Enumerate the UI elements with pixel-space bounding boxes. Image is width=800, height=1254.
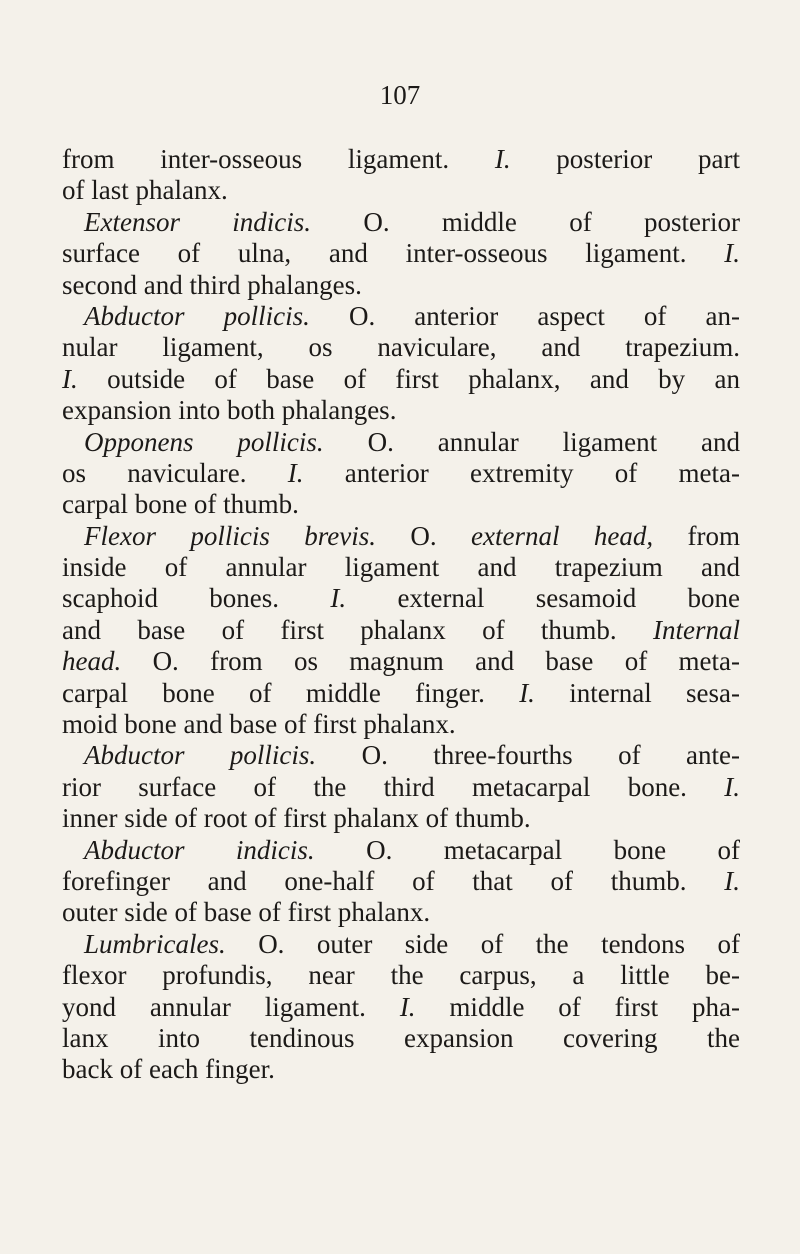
text-line [62, 364, 740, 395]
text-segment: rior surface of the third metacarpal bone. [62, 771, 725, 802]
text-line [62, 238, 740, 269]
text-segment: external sesamoid bone [346, 583, 741, 614]
italic-term: I. [724, 771, 740, 802]
italic-term: Opponens pollicis. [84, 426, 324, 457]
text-segment: internal sesa- [534, 677, 740, 708]
text-line [62, 992, 740, 1023]
text-segment: flexor profundis, near the carpus, a little be- [62, 960, 740, 991]
italic-term: Abductor indicis. [84, 834, 315, 865]
text-segment: expansion into both phalanges. [62, 395, 397, 426]
text-line [62, 270, 740, 301]
text-segment: outside of base of first phalanx, and by an [77, 363, 740, 394]
text-line [62, 583, 740, 614]
text-segment: moid bone and base of first phalanx. [62, 709, 456, 740]
text-line [62, 521, 740, 552]
text-line [62, 929, 740, 960]
text-line [62, 835, 740, 866]
text-segment: yond annular ligament. [62, 991, 400, 1022]
text-segment: os naviculare. [62, 457, 288, 488]
italic-term: I. [494, 144, 511, 174]
text-segment: outer side of base of first phalanx. [62, 897, 431, 928]
text-line [62, 395, 740, 426]
text-line [62, 144, 740, 175]
text-line [62, 458, 740, 489]
text-segment: O. three-fourths of ante- [316, 740, 740, 771]
text-segment: lanx into tendinous expansion covering the [62, 1022, 740, 1053]
text-segment: surface of ulna, and inter-osseous ligament. [62, 238, 725, 269]
text-segment: O. metacarpal bone of [314, 834, 740, 865]
text-segment: nular ligament, os naviculare, and trapezium. [62, 332, 740, 363]
text-line [62, 646, 740, 677]
text-line [62, 960, 740, 991]
text-line [62, 897, 740, 928]
text-segment: scaphoid bones. [62, 583, 331, 614]
text-segment: carpal bone of middle finger. [62, 677, 520, 708]
italic-term: Lumbricales. [84, 928, 226, 959]
text-segment: O. anterior aspect of an- [309, 300, 740, 331]
italic-term: I. [287, 457, 304, 488]
italic-term: I. [330, 583, 347, 614]
text-line [62, 1054, 740, 1085]
italic-term: I. [62, 363, 78, 394]
text-segment: of last phalanx. [62, 175, 228, 206]
italic-term: I. [399, 991, 416, 1022]
body-text [62, 144, 740, 1086]
text-line [62, 709, 740, 740]
text-line [62, 489, 740, 520]
italic-term: Extensor indicis. [84, 206, 312, 237]
text-segment: from inter-osseous ligament. [62, 144, 495, 174]
text-line [62, 552, 740, 583]
text-segment: posterior part [510, 144, 740, 174]
italic-term: I. [724, 865, 740, 896]
text-line [62, 175, 740, 206]
italic-term: Flexor pollicis brevis. [84, 520, 376, 551]
text-line [62, 772, 740, 803]
text-segment: second and third phalanges. [62, 269, 362, 300]
text-line [62, 615, 740, 646]
text-segment: O. annular ligament and [323, 426, 740, 457]
text-segment: middle of first pha- [415, 991, 741, 1022]
italic-term: I. [724, 238, 740, 269]
italic-term: Internal [653, 614, 740, 645]
page-number: 107 [379, 80, 421, 110]
text-segment: back of each finger. [62, 1054, 275, 1085]
text-segment: inner side of root of first phalanx of thumb. [62, 803, 531, 834]
italic-term: Abductor pollicis. [84, 300, 310, 331]
text-line [62, 803, 740, 834]
text-line [62, 427, 740, 458]
text-line [62, 866, 740, 897]
text-segment: O. [376, 520, 472, 551]
italic-term: Abductor pollicis. [84, 740, 317, 771]
italic-term: head. [62, 646, 122, 677]
text-segment: carpal bone of thumb. [62, 489, 299, 520]
text-segment: O. middle of posterior [311, 206, 740, 237]
text-line [62, 332, 740, 363]
text-segment: from [653, 520, 741, 551]
text-segment: inside of annular ligament and trapezium and [62, 552, 740, 583]
text-line [62, 740, 740, 771]
italic-term: external head, [471, 520, 654, 551]
text-segment: O. from os magnum and base of meta- [121, 646, 740, 677]
text-line [62, 1023, 740, 1054]
text-segment: anterior extremity of meta- [303, 457, 740, 488]
text-line [62, 678, 740, 709]
text-segment: and base of first phalanx of thumb. [62, 614, 653, 645]
text-segment: forefinger and one-half of that of thumb. [62, 865, 725, 896]
text-segment: O. outer side of the tendons of [225, 928, 740, 959]
text-line [62, 301, 740, 332]
italic-term: I. [519, 677, 535, 708]
text-line [62, 207, 740, 238]
